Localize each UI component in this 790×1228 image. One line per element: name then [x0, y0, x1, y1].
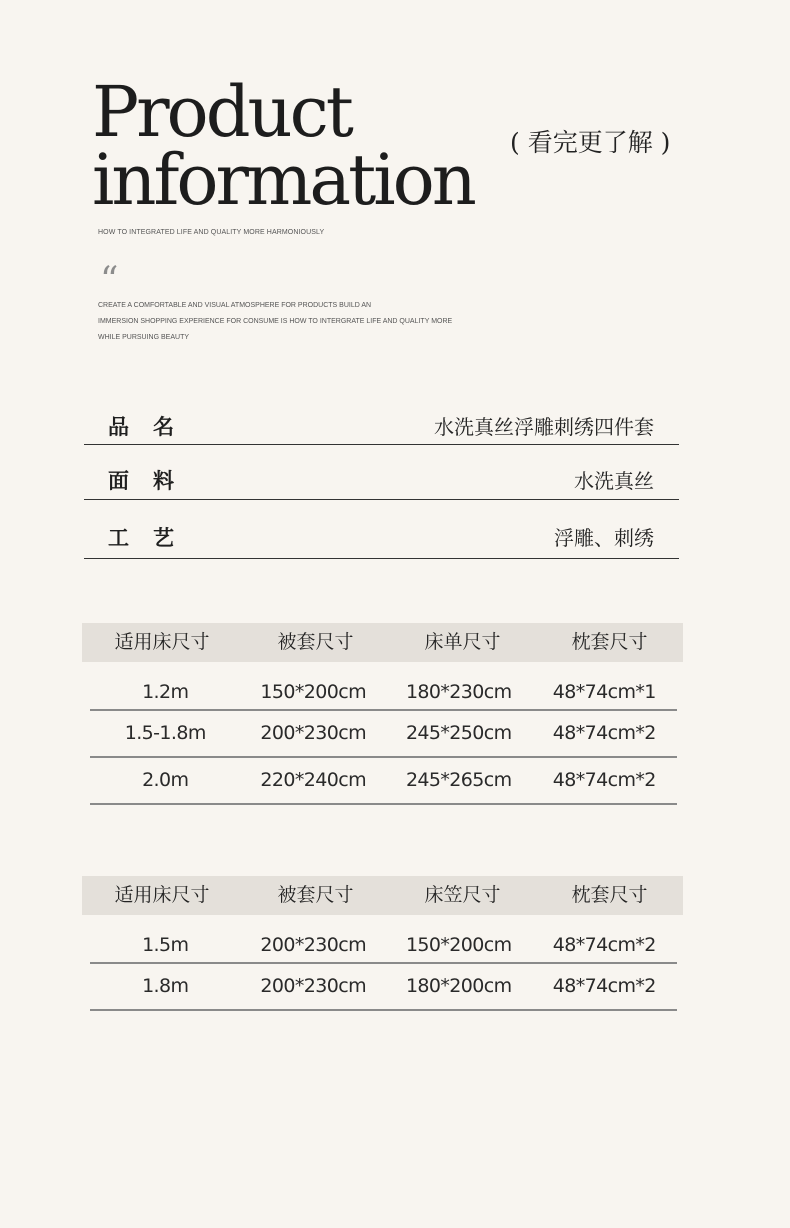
table-cell: 200*230cm: [260, 722, 367, 744]
size-table-sheet: [82, 623, 683, 805]
table-body: [90, 915, 677, 1011]
table-cell: 48*74cm*2: [552, 975, 656, 997]
description: [98, 298, 452, 346]
table-cell: 200*230cm: [260, 934, 367, 956]
table-body: [90, 662, 677, 805]
quote-mark-icon: “: [100, 260, 119, 301]
table-header: [82, 623, 683, 662]
description-line: CREATE A COMFORTABLE AND VISUAL ATMOSPHERE FOR PRODUCTS BUILD AN: [98, 302, 372, 309]
product-info-table: [84, 404, 679, 559]
table-cell: 48*74cm*1: [552, 681, 656, 703]
table-cell: 48*74cm*2: [552, 769, 656, 791]
table-header: [82, 876, 683, 915]
info-row-craft: [84, 500, 679, 559]
table-cell: 1.5-1.8m: [124, 722, 206, 744]
info-value: 水洗真丝浮雕刺绣四件套: [434, 415, 654, 439]
tagline: HOW TO INTEGRATED LIFE AND QUALITY MORE HARMONIOUSLY: [98, 229, 325, 236]
info-label: 工艺: [108, 526, 198, 550]
table-row: [90, 662, 677, 711]
description-line: IMMERSION SHOPPING EXPERIENCE FOR CONSUME IS HOW TO INTERGRATE LIFE AND QUALITY MORE: [98, 318, 453, 325]
table-cell: 48*74cm*2: [552, 934, 656, 956]
table-cell: 1.5m: [142, 934, 189, 956]
info-label: 品名: [108, 415, 198, 439]
table-cell: 245*265cm: [405, 769, 512, 791]
header-cell: 适用床尺寸: [114, 884, 210, 906]
size-table-fitted: [82, 876, 683, 1011]
info-value: 水洗真丝: [574, 469, 654, 493]
description-line: WHILE PURSUING BEAUTY: [98, 334, 190, 341]
table-cell: 48*74cm*2: [552, 722, 656, 744]
side-note: ( 看完更了解 ): [510, 128, 671, 157]
info-value: 浮雕、刺绣: [554, 526, 654, 550]
header-cell: 枕套尺寸: [571, 884, 648, 906]
table-cell: 200*230cm: [260, 975, 367, 997]
table-cell: 220*240cm: [260, 769, 367, 791]
table-cell: 2.0m: [142, 769, 189, 791]
page-title: [92, 71, 474, 221]
header-cell: 床笠尺寸: [424, 884, 501, 906]
table-row: [90, 915, 677, 964]
header-cell: 适用床尺寸: [114, 631, 210, 653]
table-cell: 150*200cm: [260, 681, 367, 703]
info-row-name: [84, 404, 679, 445]
table-cell: 1.8m: [142, 975, 189, 997]
header-cell: 枕套尺寸: [571, 631, 648, 653]
title-line-2: information: [92, 139, 474, 221]
table-row: [90, 711, 677, 758]
table-cell: 180*230cm: [405, 681, 512, 703]
table-row: [90, 758, 677, 805]
table-cell: 150*200cm: [405, 934, 512, 956]
table-cell: 1.2m: [142, 681, 189, 703]
header-cell: 床单尺寸: [424, 631, 501, 653]
table-cell: 245*250cm: [405, 722, 512, 744]
header-cell: 被套尺寸: [277, 631, 354, 653]
header-cell: 被套尺寸: [277, 884, 354, 906]
info-row-fabric: [84, 445, 679, 500]
table-row: [90, 964, 677, 1011]
info-label: 面料: [108, 469, 198, 493]
title-line-1: Product: [92, 71, 351, 153]
table-cell: 180*200cm: [405, 975, 512, 997]
